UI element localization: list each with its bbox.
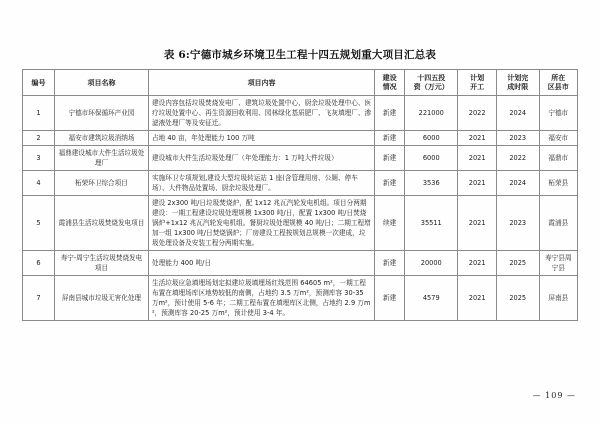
page-title: 表 6:宁德市城乡环境卫生工程十四五规划重大项目汇总表 <box>163 49 437 61</box>
table-header <box>23 70 578 96</box>
cell-construction-status: 新建 <box>375 170 405 195</box>
cell-construction-status: 新建 <box>375 251 405 276</box>
cell-row-number: 1 <box>23 95 55 130</box>
cell-project-content: 建设 2x300 吨/日垃圾焚烧炉，配 1x12 兆瓦汽轮发电机组。项目分两期建设：一期工程建设垃圾处理规模 1x300 吨/日，配置 1x300 吨/日焚烧锅炉+1x12 兆瓦汽轮发电机组。餐厨垃圾处理规模 40 吨/日；二期工程增加一组 1x300 吨/日焚烧锅炉；厂房建设工程按规划总规模一次建成，垃圾处理设备及安装工程分两期实施。 <box>148 196 374 251</box>
table-body <box>23 95 578 320</box>
column-header-completion-deadline-line1: 计划完 <box>507 73 529 82</box>
cell-planned-start-year: 2021 <box>458 170 496 195</box>
cell-location-district: 寿宁县周宁县 <box>539 251 577 276</box>
column-header-location <box>539 70 577 96</box>
column-header-investment <box>405 70 458 96</box>
table-row <box>23 251 578 276</box>
column-header-location-line1: 所在 <box>551 73 566 82</box>
table-row <box>23 95 578 130</box>
cell-construction-status: 新建 <box>375 145 405 170</box>
major-projects-table <box>22 69 578 321</box>
cell-construction-status: 续建 <box>375 196 405 251</box>
cell-row-number: 4 <box>23 170 55 195</box>
cell-construction-status: 新建 <box>375 276 405 321</box>
cell-planned-completion-year: 2025 <box>496 276 539 321</box>
cell-project-content: 建设城市大件生活垃圾处理厂（年处理能力：1 万吨大件垃圾） <box>148 145 374 170</box>
column-header-completion-deadline <box>496 70 539 96</box>
column-header-start-year-line1: 计划 <box>470 73 485 82</box>
cell-project-name: 屏南县城市垃圾无害化处理 <box>55 276 149 321</box>
cell-project-name: 寿宁-周宁生活垃圾焚烧发电项目 <box>55 251 149 276</box>
cell-project-name: 宁德市环保循环产业园 <box>55 95 149 130</box>
column-header-name: 项目名称 <box>55 70 149 96</box>
cell-planned-completion-year: 2024 <box>496 170 539 195</box>
column-header-investment-line2: 资（万元） <box>413 82 449 92</box>
table-row <box>23 170 578 195</box>
cell-project-name: 霞浦县生活垃圾焚烧发电项目 <box>55 196 149 251</box>
cell-project-name: 福鼎建设城市大件生活垃圾处理厂 <box>55 145 149 170</box>
column-header-start-year-line2: 开工 <box>470 82 485 92</box>
column-header-desc: 项目内容 <box>148 70 374 96</box>
cell-planned-completion-year: 2024 <box>496 95 539 130</box>
cell-row-number: 6 <box>23 251 55 276</box>
table-row <box>23 196 578 251</box>
cell-row-number: 7 <box>23 276 55 321</box>
table-container <box>0 69 600 321</box>
cell-planned-start-year: 2021 <box>458 130 496 145</box>
cell-project-content: 处理能力 400 吨/日 <box>148 251 374 276</box>
cell-location-district: 柘荣县 <box>539 170 577 195</box>
cell-row-number: 2 <box>23 130 55 145</box>
table-row <box>23 276 578 321</box>
cell-planned-completion-year: 2023 <box>496 130 539 145</box>
cell-project-content: 实施环卫专项规划,建设大型垃圾转运站 1 座(含管理用房、公厕、停车场）、大件物品处置场、厨余垃圾处理厂。 <box>148 170 374 195</box>
column-header-no: 编号 <box>23 70 55 96</box>
cell-project-name: 福安市建筑垃圾消纳场 <box>55 130 149 145</box>
column-header-construction-status-line1: 建设 <box>382 73 397 82</box>
page-number: — 109 — <box>532 391 576 400</box>
column-header-location-line2: 区县市 <box>547 82 569 92</box>
cell-location-district: 福安市 <box>539 130 577 145</box>
cell-project-content: 生活垃圾应急填埋场划定拟建垃圾填埋场红线范围 64605 m²，一期工程布置在填埋场库区地势较低的南侧，占地约 3.5 万m²，预测库容 30-35 万m²，预计使用 5-6 年；二期工程布置在填埋库区北侧，占地约 2.9 万m²，预测库容 20-25 万m²，预计使用 3-4 年。 <box>148 276 374 321</box>
cell-planned-start-year: 2021 <box>458 276 496 321</box>
cell-row-number: 3 <box>23 145 55 170</box>
cell-planned-start-year: 2021 <box>458 196 496 251</box>
cell-location-district: 福鼎市 <box>539 145 577 170</box>
cell-planned-completion-year: 2025 <box>496 251 539 276</box>
column-header-completion-deadline-line2: 成时限 <box>507 82 529 92</box>
cell-investment-amount: 35511 <box>405 196 458 251</box>
cell-investment-amount: 6000 <box>405 130 458 145</box>
cell-investment-amount: 20000 <box>405 251 458 276</box>
cell-location-district: 屏南县 <box>539 276 577 321</box>
table-row <box>23 145 578 170</box>
cell-project-name: 柘荣环卫综合项目 <box>55 170 149 195</box>
cell-planned-start-year: 2022 <box>458 95 496 130</box>
cell-investment-amount: 3536 <box>405 170 458 195</box>
cell-planned-start-year: 2021 <box>458 251 496 276</box>
column-header-construction-status-line2: 情况 <box>382 82 397 92</box>
cell-project-content: 建设内容包括垃圾焚烧发电厂、建筑垃圾处置中心、厨余垃圾处理中心、医疗垃圾处置中心、再生资源回收利用、园林绿化基质肥厂、飞灰填埋厂、渗滤液处理厂等及安征迁。 <box>148 95 374 130</box>
column-header-start-year <box>458 70 496 96</box>
table-row <box>23 130 578 145</box>
cell-row-number: 5 <box>23 196 55 251</box>
cell-investment-amount: 4579 <box>405 276 458 321</box>
cell-investment-amount: 221000 <box>405 95 458 130</box>
table-header-row <box>23 70 578 96</box>
cell-investment-amount: 6000 <box>405 145 458 170</box>
cell-planned-completion-year: 2022 <box>496 145 539 170</box>
cell-planned-completion-year: 2023 <box>496 196 539 251</box>
cell-location-district: 宁德市 <box>539 95 577 130</box>
cell-planned-start-year: 2021 <box>458 145 496 170</box>
column-header-investment-line1: 十四五投 <box>417 73 446 82</box>
column-header-construction-status <box>375 70 405 96</box>
cell-construction-status: 新建 <box>375 130 405 145</box>
cell-construction-status: 新建 <box>375 95 405 130</box>
cell-location-district: 霞浦县 <box>539 196 577 251</box>
cell-project-content: 占地 40 亩，年处理能力 100 万吨 <box>148 130 374 145</box>
